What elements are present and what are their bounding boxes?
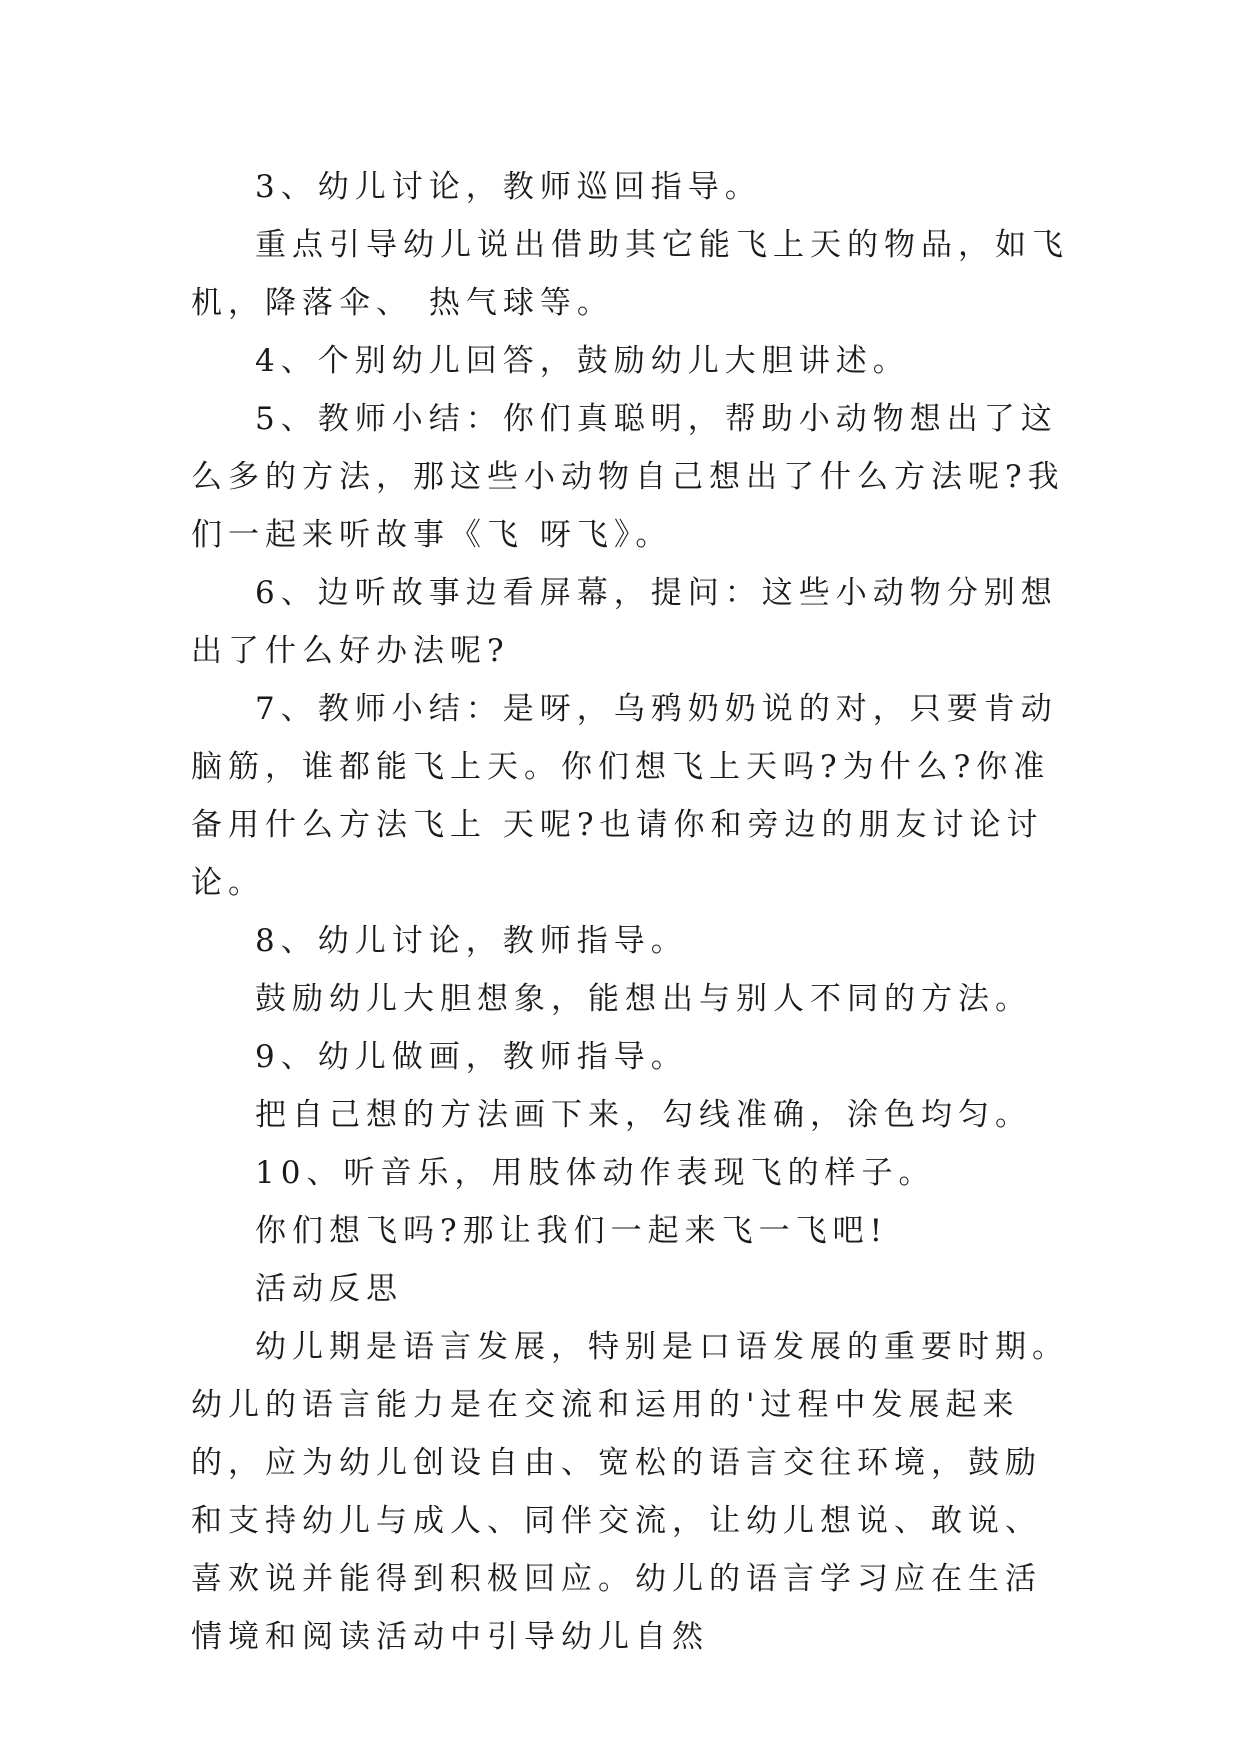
paragraph-step-8-guidance: 鼓励幼儿大胆想象，能想出与别人不同的方法。	[255, 981, 1032, 1017]
section-heading-reflection: 活动反思	[255, 1271, 403, 1307]
paragraph-step-10: 10、听音乐，用肢体动作表现飞的样子。	[255, 1155, 936, 1191]
paragraph-step-8: 8、幼儿讨论，教师指导。	[255, 923, 688, 959]
paragraph-step-6: 6、边听故事边看屏幕，提问：这些小动物分别想出了什么好办法呢?	[191, 575, 1058, 669]
paragraph-step-10-prompt: 你们想飞吗?那让我们一起来飞一飞吧!	[255, 1213, 889, 1249]
paragraph-reflection: 幼儿期是语言发展，特别是口语发展的重要时期。幼儿的语言能力是在交流和运用的'过程中发展起来的，应为幼儿创设自由、宽松的语言交往环境，鼓励和支持幼儿与成人、同伴交流，让幼儿想说、敢说、喜欢说并能得到积极回应。幼儿的语言学习应在生活情境和阅读活动中引导幼儿自然	[191, 1329, 1069, 1655]
paragraph-step-9-guidance: 把自己想的方法画下来，勾线准确，涂色均匀。	[255, 1097, 1032, 1133]
paragraph-step-4: 4、个别幼儿回答，鼓励幼儿大胆讲述。	[255, 343, 910, 379]
paragraph-step-3-guidance: 重点引导幼儿说出借助其它能飞上天的物品，如飞机，降落伞、 热气球等。	[191, 227, 1069, 321]
paragraph-step-5: 5、教师小结：你们真聪明，帮助小动物想出了这么多的方法，那这些小动物自己想出了什么方法呢?我们一起来听故事《飞 呀飞》。	[191, 401, 1065, 553]
paragraph-step-7: 7、教师小结：是呀，乌鸦奶奶说的对，只要肯动脑筋，谁都能飞上天。你们想飞上天吗?为什么?你准备用什么方法飞上 天呢?也请你和旁边的朋友讨论讨论。	[191, 691, 1058, 901]
paragraph-step-9: 9、幼儿做画，教师指导。	[255, 1039, 688, 1075]
paragraph-step-3: 3、幼儿讨论，教师巡回指导。	[255, 169, 762, 205]
document-body	[191, 158, 1071, 1666]
